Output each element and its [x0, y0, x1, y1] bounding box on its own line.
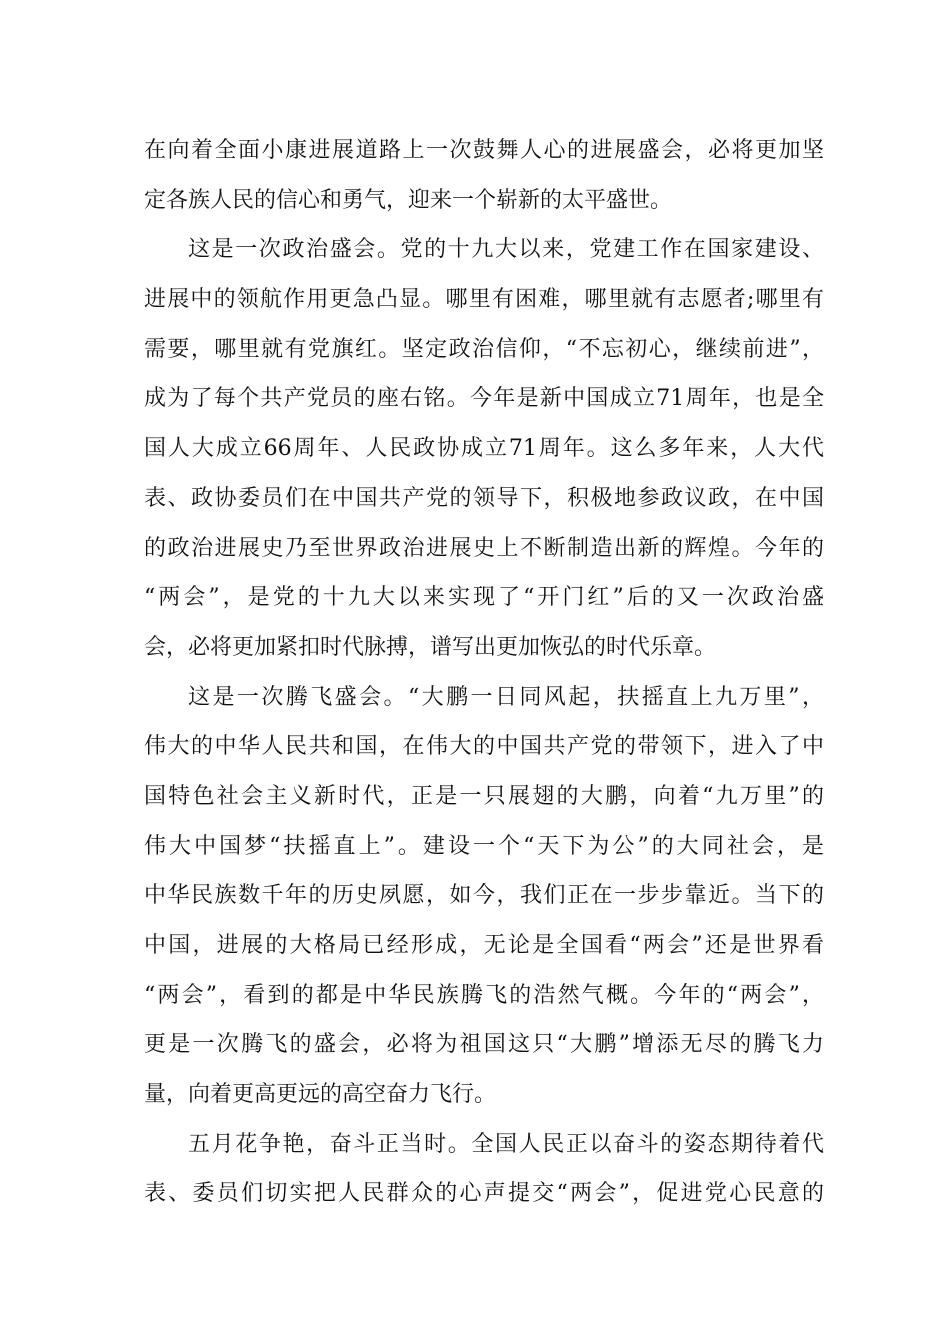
text-line: 这是一次腾飞盛会。“大鹏一日同风起，扶摇直上九万里”， — [188, 684, 824, 710]
text-line: 国人大成立66周年、人民政协成立71周年。这么多年来，人大代 — [144, 436, 824, 462]
text-line: 更是一次腾飞的盛会，必将为祖国这只“大鹏”增添无尽的腾飞力 — [144, 1032, 824, 1058]
text-line: 的政治进展史乃至世界政治进展史上不断制造出新的辉煌。今年的 — [144, 535, 824, 561]
text-line: 量，向着更高更远的高空奋力飞行。 — [144, 1082, 497, 1108]
text-line: 表、委员们切实把人民群众的心声提交“两会”，促进党心民意的 — [144, 1181, 824, 1207]
body-text — [144, 126, 824, 1219]
text-line: 伟大中国梦“扶摇直上”。建设一个“天下为公”的大同社会，是 — [144, 833, 824, 859]
text-line: 会，必将更加紧扣时代脉搏，谱写出更加恢弘的时代乐章。 — [144, 634, 717, 660]
text-line: 需要，哪里就有党旗红。坚定政治信仰，“不忘初心，继续前进”， — [144, 336, 824, 362]
text-line: 这是一次政治盛会。党的十九大以来，党建工作在国家建设、 — [188, 237, 824, 263]
text-line: 进展中的领航作用更急凸显。哪里有困难，哪里就有志愿者;哪里有 — [144, 287, 824, 313]
text-line: 伟大的中华人民共和国，在伟大的中国共产党的带领下，进入了中 — [144, 734, 824, 760]
text-line: 中国，进展的大格局已经形成，无论是全国看“两会”还是世界看 — [144, 933, 824, 958]
text-line: 国特色社会主义新时代，正是一只展翅的大鹏，向着“九万里”的 — [144, 783, 824, 809]
text-line: “两会”，是党的十九大以来实现了“开门红”后的又一次政治盛 — [144, 585, 824, 611]
text-line: 在向着全面小康进展道路上一次鼓舞人心的进展盛会，必将更加坚 — [144, 138, 824, 163]
text-line: 表、政协委员们在中国共产党的领导下，积极地参政议政，在中国 — [144, 485, 824, 511]
text-line: 成为了每个共产党员的座右铭。今年是新中国成立71周年，也是全 — [144, 386, 824, 412]
text-line: 五月花争艳，奋斗正当时。全国人民正以奋斗的姿态期待着代 — [188, 1131, 824, 1157]
text-line: “两会”，看到的都是中华民族腾飞的浩然气概。今年的“两会”， — [144, 982, 824, 1008]
text-line: 中华民族数千年的历史夙愿，如今，我们正在一步步靠近。当下的 — [144, 883, 824, 909]
text-line: 定各族人民的信心和勇气，迎来一个崭新的太平盛世。 — [144, 187, 673, 213]
